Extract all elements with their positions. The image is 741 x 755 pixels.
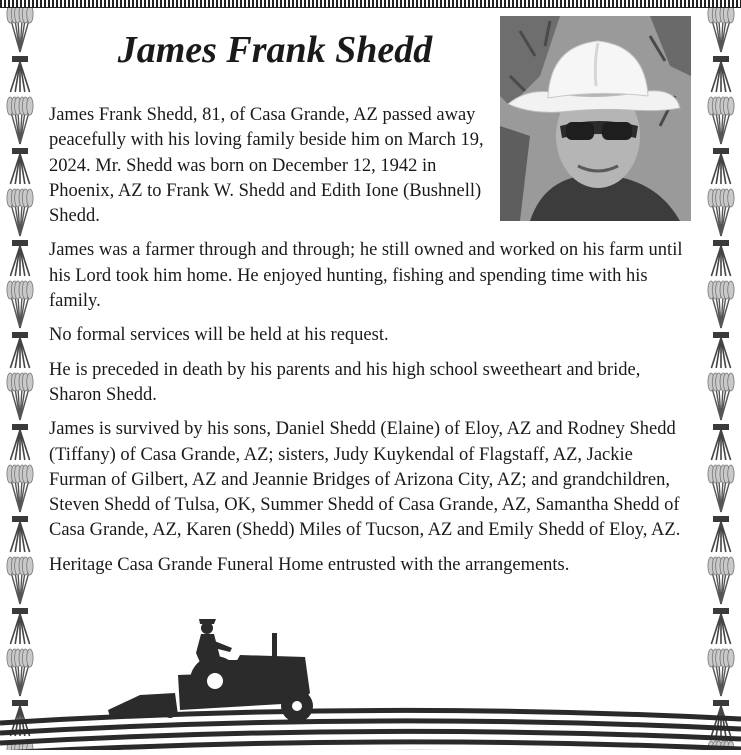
wheat-sheaf-icon	[708, 8, 734, 92]
wheat-sheaf-icon	[708, 97, 734, 184]
paragraph-farmer: James was a farmer through and through; he still owned and worked on his farm until his Lord took him home. He enjoyed hunting, fishing and spending time with his family.	[49, 240, 683, 312]
obituary-title: James Frank Shedd	[117, 29, 433, 71]
wheat-sheaf-icon	[7, 8, 33, 92]
tractor-field-illustration	[0, 615, 741, 750]
obituary-body	[49, 103, 689, 587]
wheat-sheaf-icon	[7, 97, 33, 184]
wheat-sheaf-icon	[7, 281, 33, 368]
paragraph-preceded: He is preceded in death by his parents and his high school sweetheart and bride, Sharon Shedd.	[49, 359, 641, 405]
wheat-sheaf-icon	[708, 281, 734, 368]
wheat-sheaf-icon	[7, 465, 33, 552]
wheat-sheaf-icon	[7, 189, 33, 276]
paragraph-funeral-home: Heritage Casa Grande Funeral Home entrusted with the arrangements.	[49, 554, 570, 575]
top-border	[0, 0, 741, 8]
paragraph-intro: James Frank Shedd, 81, of Casa Grande, AZ passed away peacefully with his loving family beside him on March 19, 2024. Mr. Shedd was born on December 12, 1942 in Phoenix, AZ to Frank W. Shedd and Edith Ione (Bushnell) Shedd.	[49, 105, 484, 227]
tractor-icon	[108, 619, 313, 722]
wheat-sheaf-icon	[708, 373, 734, 460]
wheat-sheaf-icon	[7, 373, 33, 460]
paragraph-services: No formal services will be held at his request.	[49, 325, 389, 346]
wheat-sheaf-icon	[708, 465, 734, 552]
paragraph-survived: James is survived by his sons, Daniel Shedd (Elaine) of Eloy, AZ and Rodney Shedd (Tiffany) of Casa Grande, AZ; sisters, Judy Kuykendal of Flagstaff, AZ, Jackie Furman of Gilbert, AZ and Jeannie Bridges of Arizona City, AZ; and grandchildren, Steven Shedd of Tulsa, OK, Summer Shedd of Casa Grande, AZ, Samantha Shedd of Casa Grande, AZ, Karen (Shedd) Miles of Tucson, AZ and Emily Shedd of Eloy, AZ.	[49, 419, 681, 541]
wheat-sheaf-icon	[708, 189, 734, 276]
